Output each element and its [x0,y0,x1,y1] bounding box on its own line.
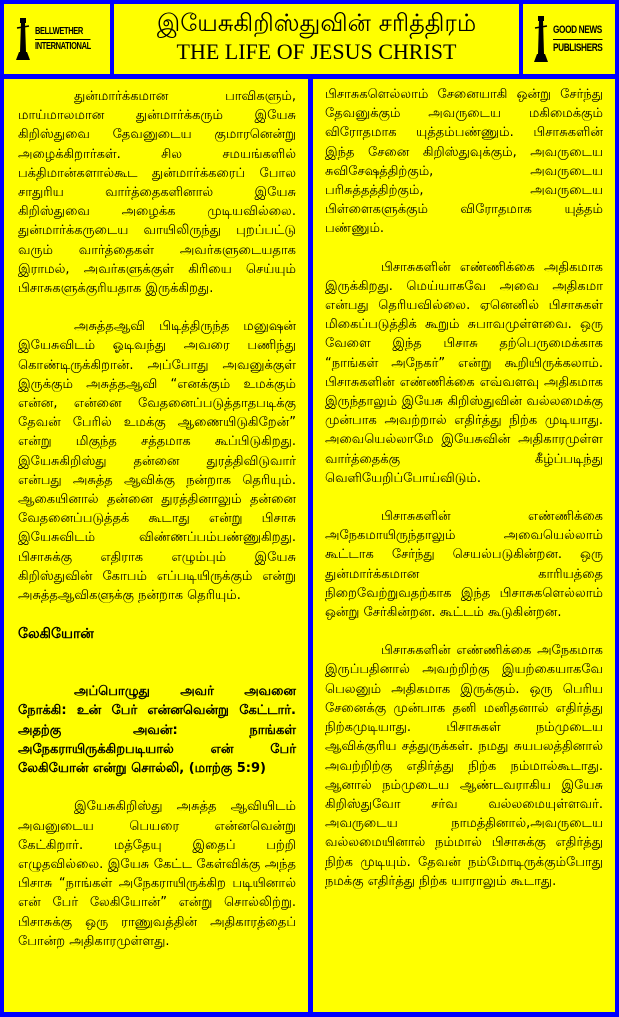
title-panel [114,4,519,74]
paragraph: பிசாசுகளெல்லாம் சேனையாகி ஒன்று சேர்ந்து தேவனுக்கும் அவருடைய மகிமைக்கும் விரோதமாக யுத்தம்பண்ணும். பிசாசுகளின் இந்த சேனை கிறிஸ்துவுக்கும், அவருடைய சுவிசேஷத்திற்கும், அவருடைய பரிசுத்தத்திற்கும், அவருடைய பிள்ளைகளுக்கும் விரோதமாக யுத்தம் பண்ணும். [325,87,603,237]
section-heading: லேகியோன் [18,626,94,643]
right-column [313,79,615,1012]
logo-line-2: PUBLISHERS [553,41,603,54]
left-column [4,79,308,1012]
good-news-logo-panel [523,4,615,74]
lighthouse-icon [14,18,32,60]
logo-line-1: BELLWETHER [35,25,91,40]
paragraph: இயேசுகிறிஸ்து அசுத்த ஆவியிடம் அவனுடைய பெயரை என்னவென்று கேட்கிறார். மத்தேயு இதைப் பற்றி எழுதவில்லை. இயேசு கேட்ட கேள்விக்கு அந்த பிசாசு “நாங்கள் அநேகராயிருக்கிற படியினால் என் பேர் லேகியோன்” என்று சொல்லிற்று. பிசாசுக்கு ஒரு ராணுவத்தின் அதிகாரத்தைப் போன்ற அதிகாரமுள்ளது. [18,799,296,949]
bellwether-logo [14,18,109,60]
page-title-english: THE LIFE OF JESUS CHRIST [176,39,457,64]
logo-line-2: INTERNATIONAL [35,40,91,52]
page-title-tamil: இயேசுகிறிஸ்துவின் சரித்திரம் [156,9,477,37]
paragraph: பிசாசுகளின் எண்ணிக்கை அநேகமாக இருப்பதினால் அவற்றிற்கு இயற்கையாகவே பெலனும் அதிகமாக இருக்கும். ஒரு பெரிய சேனைக்கு முன்பாக தனி மனிதனால் எதிர்த்து நிற்கமுடியாது. பிசாசுகள் நம்முடைய ஆவிக்குரிய சத்துருக்கள். நமது சுயபலத்தினால் அவற்றிற்கு எதிர்த்து நிற்க நம்மால்கூடாது. ஆனால் நம்முடைய ஆண்டவராகிய இயேசு கிறிஸ்துவோ சர்வ வல்லமையுள்ளவர். அவருடைய நாமத்தினால்,அவருடைய வல்லமையினால் நம்மால் பிசாசுக்கு எதிர்த்து நிற்க முடியும். தேவன் நம்மோடிருக்கும்போது நமக்கு எதிர்த்து நிற்க யாராலும் கூடாது. [325,643,603,889]
good-news-logo [532,16,619,62]
paragraph: துன்மார்க்கமான பாவிகளும், மாய்மாலமான துன்மார்க்கரும் இயேசு கிறிஸ்துவை தேவனுடைய குமாரனென்று அழைக்கிறார்கள். சில சமயங்களில் பக்திமான்களால்கூட துன்மார்க்கரைப் போல சாதுரிய வார்த்தைகளினால் இயேசு கிறிஸ்துவை அழைக்க முடியவில்லை. துன்மார்க்கருடைய வாயிலிருந்து புறப்பட்டு வரும் வார்த்தைகள் அவர்களுடையதாக இராமல், அவர்களுக்குள் கிரியை செய்யும் பிசாசுகளுக்குரியதாக இருக்கிறது. [18,89,296,297]
paragraph: அசுத்தஆவி பிடித்திருந்த மனுஷன் இயேசுவிடம் ஓடிவந்து அவரை பணிந்து கொண்டிருக்கிறான். அப்போது அவனுக்குள் இருக்கும் அசுத்தஆவி “எனக்கும் உமக்கும் என்ன, என்னை வேதனைப்படுத்தாதபடிக்கு தேவன் பேரில் உமக்கு ஆணையிடுகிறேன்” என்று மிகுந்த சத்தமாக கூப்பிடுகிறது. இயேசுகிறிஸ்து தன்னை துரத்திவிடுவார் என்பது அசுத்த ஆவிக்கு நன்றாக தெரியும். ஆகையினால் தன்னை துரத்தினாலும் தன்னை வேதனைப்படுத்தக் கூடாது என்று பிசாசு இயேசுவிடம் விண்ணப்பம்பண்ணுகிறது. பிசாசுக்கு எதிராக எழும்பும் இயேசு கிறிஸ்துவின் கோபம் எப்படியிருக்கும் என்று அசுத்தஆவிகளுக்கு நன்றாக தெரியும். [18,319,296,604]
scripture-quote: அப்பொழுது அவர் அவனை நோக்கி: உன் பேர் என்னவென்று கேட்டார். அதற்கு அவன்: நாங்கள் அநேகராயிருக்கிறபடியால் என் பேர் லேகியோன் என்று சொல்லி, (மாற்கு 5:9) [18,684,296,777]
paragraph: பிசாசுகளின் எண்ணிக்கை அதிகமாக இருக்கிறது. மெய்யாகவே அவை அதிகமா என்பது தெரியவில்லை. ஏனெனில் பிசாசுகள் மிகைப்படுத்திக் கூறும் சுபாவமுள்ளவை. ஒரு வேளை இந்த பிசாசு தற்பெருமைக்காக “நாங்கள் அநேகர்” என்று கூறியிருக்கலாம். பிசாசுகளின் எண்ணிக்கை எவ்வளவு அதிகமாக இருந்தாலும் இயேசு கிறிஸ்துவின் வல்லமைக்கு முன்பாக அவற்றால் எதிர்த்து நிற்க முடியாது. அவையெல்லாமே இயேசுவின் அதிகாரமுள்ள வார்த்தைக்கு கீழ்ப்படிந்து வெளியேறிப்போய்விடும். [325,259,603,486]
paragraph: பிசாசுகளின் எண்ணிக்கை அநேகமாயிருந்தாலும் அவையெல்லாம் கூட்டாக சேர்ந்து செயல்படுகின்றன. ஒரு துன்மார்க்கமான காரியத்தை நிறைவேற்றுவதற்காக இந்த பிசாசுகளெல்லாம் ஒன்று சேர்கின்றன. கூட்டம் கூடுகின்றன. [325,509,603,621]
logo-line-1: GOOD NEWS [553,22,602,40]
bellwether-logo-panel [4,4,110,74]
lighthouse-icon [532,16,550,62]
